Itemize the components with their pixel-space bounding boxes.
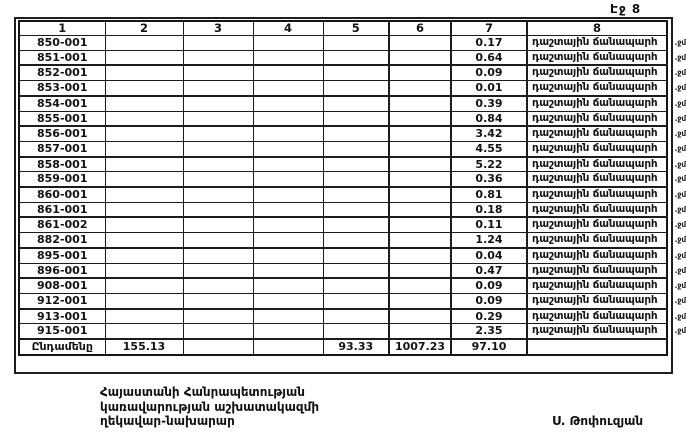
parcel-code-cell: 851-001	[19, 50, 105, 65]
empty-cell	[389, 217, 451, 232]
land-type-cell: դաշտային ճանապարհ .ջմ	[527, 324, 667, 339]
empty-cell	[183, 172, 253, 187]
area-value-cell: 4.55	[451, 141, 527, 156]
table-row	[19, 278, 667, 293]
land-type-cell: դաշտային ճանապարհ .ջմ	[527, 278, 667, 293]
table-row	[19, 187, 667, 202]
area-value-cell: 0.84	[451, 111, 527, 126]
table-body	[19, 36, 686, 355]
margin-scan-mark: .ջմ	[674, 204, 686, 214]
empty-cell	[389, 141, 451, 156]
total-value-cell: 93.33	[323, 339, 389, 355]
margin-scan-mark: .ջմ	[674, 265, 686, 275]
empty-cell	[253, 263, 323, 278]
empty-cell	[323, 309, 389, 324]
empty-cell	[105, 263, 183, 278]
empty-cell	[105, 36, 183, 51]
land-type-cell: դաշտային ճանապարհ .ջմ	[527, 217, 667, 232]
margin-scan-mark: .ջմ	[674, 311, 686, 321]
area-value-cell: 0.01	[451, 81, 527, 96]
margin-scan-mark: .ջմ	[674, 98, 686, 108]
empty-cell	[253, 96, 323, 111]
empty-cell	[253, 278, 323, 293]
empty-cell	[253, 324, 323, 339]
table-row	[19, 141, 667, 156]
column-header: 8	[527, 21, 667, 36]
table-row	[19, 36, 667, 51]
empty-cell	[389, 50, 451, 65]
empty-cell	[389, 96, 451, 111]
empty-cell	[389, 278, 451, 293]
empty-cell	[105, 50, 183, 65]
empty-cell	[253, 141, 323, 156]
column-header: 7	[451, 21, 527, 36]
empty-cell	[183, 278, 253, 293]
margin-scan-mark: .ջմ	[674, 52, 686, 62]
empty-cell	[389, 126, 451, 141]
area-value-cell: 0.09	[451, 278, 527, 293]
table-row	[19, 172, 667, 187]
empty-cell	[253, 111, 323, 126]
empty-cell	[105, 111, 183, 126]
margin-scan-mark: .ջմ	[674, 190, 686, 200]
empty-cell	[323, 157, 389, 172]
margin-scan-mark: .ջմ	[674, 129, 686, 139]
empty-cell	[183, 65, 253, 80]
land-type-cell: դաշտային ճանապարհ .ջմ	[527, 157, 667, 172]
empty-cell	[323, 187, 389, 202]
empty-cell	[323, 126, 389, 141]
empty-cell	[183, 293, 253, 308]
empty-cell	[183, 324, 253, 339]
table-row	[19, 111, 667, 126]
table-row	[19, 65, 667, 80]
table-row	[19, 263, 667, 278]
empty-cell	[253, 172, 323, 187]
land-type-cell: դաշտային ճանապարհ .ջմ	[527, 293, 667, 308]
empty-cell	[323, 233, 389, 248]
empty-cell	[323, 96, 389, 111]
table-row	[19, 157, 667, 172]
empty-cell	[323, 50, 389, 65]
margin-scan-mark: .ջմ	[674, 38, 686, 47]
parcel-code-cell: 882-001	[19, 233, 105, 248]
empty-cell	[183, 309, 253, 324]
empty-cell	[253, 233, 323, 248]
land-type-cell: դաշտային ճանապարհ .ջմ	[527, 141, 667, 156]
parcel-code-cell: 913-001	[19, 309, 105, 324]
area-value-cell: 0.29	[451, 309, 527, 324]
area-value-cell: 0.11	[451, 217, 527, 232]
total-label-cell: Ընդամենը	[19, 339, 105, 355]
table-row	[19, 96, 667, 111]
land-type-cell: դաշտային ճանապարհ .ջմ	[527, 233, 667, 248]
area-value-cell: 0.39	[451, 96, 527, 111]
empty-cell	[105, 141, 183, 156]
land-type-cell: դաշտային ճանապարհ .ջմ	[527, 81, 667, 96]
empty-cell	[183, 36, 253, 51]
table-row	[19, 309, 667, 324]
margin-scan-mark: .ջմ	[674, 68, 686, 78]
empty-cell	[105, 293, 183, 308]
parcel-code-cell: 856-001	[19, 126, 105, 141]
empty-cell	[323, 65, 389, 80]
empty-cell	[389, 263, 451, 278]
table-row	[19, 324, 667, 339]
empty-cell	[105, 126, 183, 141]
empty-cell	[323, 248, 389, 263]
org-line: Հայաստանի Հանրապետության	[100, 385, 305, 399]
land-type-cell: դաշտային ճանապարհ .ջմ	[527, 263, 667, 278]
empty-cell	[253, 293, 323, 308]
empty-cell	[389, 65, 451, 80]
empty-cell	[389, 248, 451, 263]
area-value-cell: 0.81	[451, 187, 527, 202]
margin-scan-mark: .ջմ	[674, 295, 686, 305]
empty-cell	[253, 309, 323, 324]
land-type-cell: դաշտային ճանապարհ .ջմ	[527, 187, 667, 202]
margin-scan-mark: .ջմ	[674, 174, 686, 184]
margin-scan-mark: .ջմ	[674, 159, 686, 169]
parcel-code-cell: 859-001	[19, 172, 105, 187]
empty-cell	[253, 65, 323, 80]
empty-cell	[323, 141, 389, 156]
parcel-code-cell: 853-001	[19, 81, 105, 96]
empty-cell	[389, 36, 451, 51]
empty-cell	[183, 111, 253, 126]
parcel-code-cell: 852-001	[19, 65, 105, 80]
total-row	[19, 339, 667, 355]
total-value-cell: 97.10	[451, 339, 527, 355]
parcel-code-cell: 896-001	[19, 263, 105, 278]
column-header: 1	[19, 21, 105, 36]
parcel-code-cell: 860-001	[19, 187, 105, 202]
org-line: ղեկավար-նախարար	[100, 414, 235, 429]
table-row	[19, 293, 667, 308]
area-value-cell: 5.22	[451, 157, 527, 172]
empty-cell	[389, 172, 451, 187]
empty-cell	[183, 217, 253, 232]
empty-cell	[323, 293, 389, 308]
signature-name: Ս. Թոփուզյան	[552, 414, 644, 428]
empty-cell	[183, 187, 253, 202]
area-value-cell: 0.09	[451, 293, 527, 308]
area-value-cell: 0.04	[451, 248, 527, 263]
empty-cell	[323, 36, 389, 51]
area-value-cell: 0.18	[451, 202, 527, 217]
empty-cell	[105, 217, 183, 232]
empty-cell	[323, 81, 389, 96]
empty-cell	[105, 324, 183, 339]
empty-cell	[253, 81, 323, 96]
empty-cell	[323, 111, 389, 126]
empty-cell	[183, 233, 253, 248]
area-value-cell: 0.09	[451, 65, 527, 80]
empty-cell	[105, 96, 183, 111]
area-value-cell: 0.36	[451, 172, 527, 187]
empty-cell	[253, 248, 323, 263]
area-value-cell: 2.35	[451, 324, 527, 339]
land-type-cell: դաշտային ճանապարհ .ջմ	[527, 96, 667, 111]
page-number-label: Էջ 8	[610, 2, 642, 16]
column-header: 3	[183, 21, 253, 36]
table-row	[19, 81, 667, 96]
margin-scan-mark: .ջմ	[674, 113, 686, 123]
parcel-code-cell: 895-001	[19, 248, 105, 263]
area-value-cell: 3.42	[451, 126, 527, 141]
parcel-code-cell: 850-001	[19, 36, 105, 51]
table-row	[19, 248, 667, 263]
margin-scan-mark: .ջմ	[674, 143, 686, 153]
area-value-cell: 0.64	[451, 50, 527, 65]
land-type-cell: դաշտային ճանապարհ .ջմ	[527, 36, 667, 51]
empty-cell	[253, 202, 323, 217]
empty-cell	[389, 187, 451, 202]
column-header: 2	[105, 21, 183, 36]
empty-cell	[527, 339, 667, 355]
table-row	[19, 202, 667, 217]
empty-cell	[183, 126, 253, 141]
table-row	[19, 233, 667, 248]
column-header: 4	[253, 21, 323, 36]
empty-cell	[105, 172, 183, 187]
margin-scan-mark: .ջմ	[674, 281, 686, 291]
empty-cell	[105, 81, 183, 96]
margin-scan-mark: .ջմ	[674, 235, 686, 245]
empty-cell	[389, 324, 451, 339]
empty-cell	[323, 172, 389, 187]
table-row	[19, 217, 667, 232]
empty-cell	[105, 248, 183, 263]
parcel-code-cell: 908-001	[19, 278, 105, 293]
parcel-code-cell: 854-001	[19, 96, 105, 111]
land-type-cell: դաշտային ճանապարհ .ջմ	[527, 202, 667, 217]
land-type-cell: դաշտային ճանապարհ .ջմ	[527, 309, 667, 324]
empty-cell	[389, 111, 451, 126]
margin-scan-mark: .ջմ	[674, 326, 686, 336]
land-type-cell: դաշտային ճանապարհ .ջմ	[527, 172, 667, 187]
empty-cell	[105, 157, 183, 172]
empty-cell	[183, 202, 253, 217]
empty-cell	[253, 126, 323, 141]
empty-cell	[389, 233, 451, 248]
empty-cell	[323, 263, 389, 278]
empty-cell	[183, 50, 253, 65]
area-value-cell: 1.24	[451, 233, 527, 248]
empty-cell	[323, 324, 389, 339]
table-row	[19, 50, 667, 65]
parcel-code-cell: 861-002	[19, 217, 105, 232]
parcel-code-cell: 857-001	[19, 141, 105, 156]
empty-cell	[105, 65, 183, 80]
empty-cell	[183, 96, 253, 111]
header-row	[19, 21, 667, 36]
empty-cell	[389, 309, 451, 324]
parcel-code-cell: 912-001	[19, 293, 105, 308]
land-type-cell: դաշտային ճանապարհ .ջմ	[527, 65, 667, 80]
land-type-cell: դաշտային ճանապարհ .ջմ	[527, 111, 667, 126]
empty-cell	[253, 217, 323, 232]
land-type-cell: դաշտային ճանապարհ .ջմ	[527, 50, 667, 65]
empty-cell	[323, 278, 389, 293]
total-value-cell: 155.13	[105, 339, 183, 355]
margin-scan-mark: .ջմ	[674, 83, 686, 93]
empty-cell	[253, 339, 323, 355]
empty-cell	[183, 248, 253, 263]
margin-scan-mark: .ջմ	[674, 250, 686, 260]
parcel-code-cell: 855-001	[19, 111, 105, 126]
empty-cell	[105, 278, 183, 293]
empty-cell	[253, 187, 323, 202]
empty-cell	[183, 157, 253, 172]
empty-cell	[105, 233, 183, 248]
total-value-cell: 1007.23	[389, 339, 451, 355]
empty-cell	[183, 263, 253, 278]
parcel-code-cell: 915-001	[19, 324, 105, 339]
empty-cell	[389, 157, 451, 172]
empty-cell	[253, 157, 323, 172]
parcel-code-cell: 858-001	[19, 157, 105, 172]
empty-cell	[389, 81, 451, 96]
empty-cell	[105, 187, 183, 202]
empty-cell	[183, 141, 253, 156]
table-row	[19, 126, 667, 141]
margin-scan-mark: .ջմ	[674, 220, 686, 230]
area-value-cell: 0.47	[451, 263, 527, 278]
empty-cell	[389, 202, 451, 217]
empty-cell	[183, 339, 253, 355]
empty-cell	[253, 50, 323, 65]
organization-block	[100, 385, 319, 429]
empty-cell	[323, 202, 389, 217]
org-line: կառավարության աշխատակազմի	[100, 399, 320, 414]
empty-cell	[105, 202, 183, 217]
land-type-cell: դաշտային ճանապարհ .ջմ	[527, 248, 667, 263]
land-parcels-table	[18, 20, 686, 356]
column-header: 5	[323, 21, 389, 36]
empty-cell	[183, 81, 253, 96]
empty-cell	[323, 217, 389, 232]
parcel-code-cell: 861-001	[19, 202, 105, 217]
empty-cell	[389, 293, 451, 308]
empty-cell	[253, 36, 323, 51]
land-type-cell: դաշտային ճանապարհ .ջմ	[527, 126, 667, 141]
empty-cell	[105, 309, 183, 324]
column-header: 6	[389, 21, 451, 36]
area-value-cell: 0.17	[451, 36, 527, 51]
